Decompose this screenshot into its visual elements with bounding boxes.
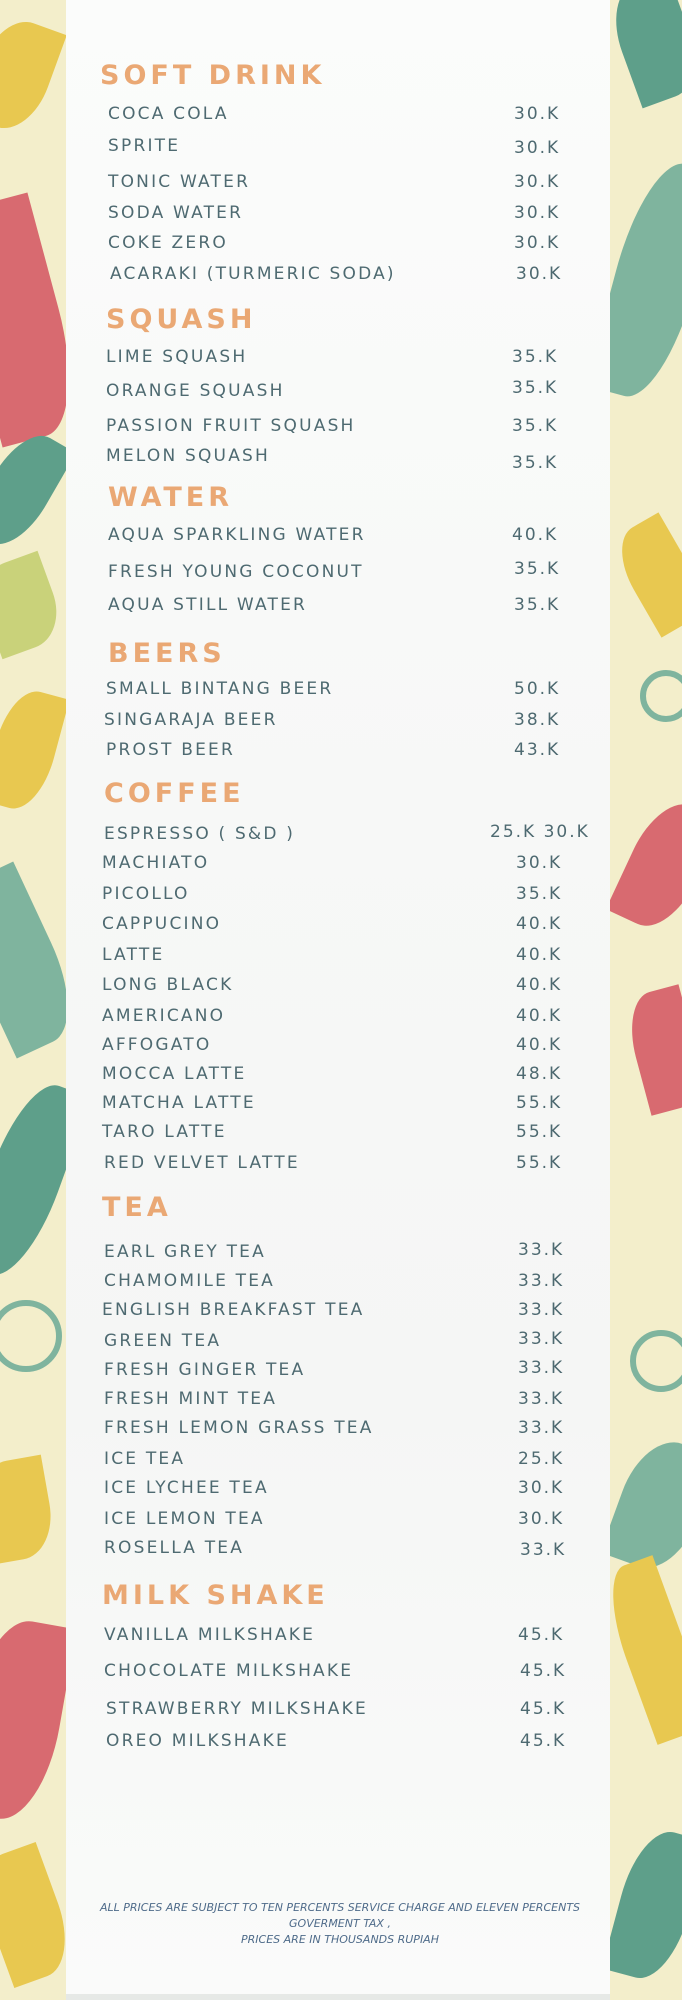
section-heading-soft-drink: SOFT DRINK [100,60,326,91]
menu-item-name: STRAWBERRY MILKSHAKE [106,1699,368,1719]
footer-line-2: PRICES ARE IN THOUSANDS RUPIAH [241,1933,439,1946]
menu-item-name: GREEN TEA [104,1331,222,1351]
menu-item-name: PROST BEER [106,740,235,760]
menu-item-name: PICOLLO [102,884,190,904]
menu-item-name: RED VELVET LATTE [104,1153,300,1173]
menu-item-name: AQUA STILL WATER [108,595,308,615]
menu-item-name: CAPPUCINO [102,914,222,934]
menu-item-price: 50.K [514,679,561,699]
menu-item-price: 30.K [514,138,561,158]
section-heading-water: WATER [108,482,234,513]
menu-item-price: 35.K [512,378,559,398]
menu-item-name: LONG BLACK [102,975,234,995]
menu-item-name: AMERICANO [102,1006,226,1026]
menu-item-name: MATCHA LATTE [102,1093,256,1113]
menu-item-price: 30.K [514,104,561,124]
floral-border-right [610,0,682,2000]
menu-item-name: FRESH GINGER TEA [104,1360,306,1380]
menu-item-price: 35.K [512,347,559,367]
menu-item-price: 30.K [516,853,563,873]
section-heading-tea: TEA [102,1192,172,1223]
menu-item-price: 45.K [520,1699,567,1719]
menu-item-price: 33.K [518,1240,565,1260]
menu-item-price: 30.K [518,1509,565,1529]
menu-item-price: 33.K [518,1300,565,1320]
floral-border-left [0,0,66,2000]
menu-item-name: AQUA SPARKLING WATER [108,525,366,545]
menu-item-name: FRESH YOUNG COCONUT [108,562,364,582]
menu-item-price: 55.K [516,1153,563,1173]
menu-item-price: 48.K [516,1064,563,1084]
menu-item-price: 40.K [516,975,563,995]
menu-item-name: MOCCA LATTE [102,1064,247,1084]
menu-item-name: EARL GREY TEA [104,1242,266,1262]
menu-item-name: ICE LEMON TEA [104,1509,265,1529]
menu-item-price: 45.K [520,1731,567,1751]
menu-item-price: 40.K [516,1035,563,1055]
menu-item-price: 40.K [516,945,563,965]
menu-item-name: SINGARAJA BEER [104,710,278,730]
menu-item-name: LIME SQUASH [106,347,248,367]
section-heading-beers: BEERS [108,638,226,669]
menu-item-name: COKE ZERO [108,233,228,253]
footer-line-1: ALL PRICES ARE SUBJECT TO TEN PERCENTS SERVICE CHARGE AND ELEVEN PERCENTS GOVERMENT TAX , [99,1901,581,1930]
menu-item-price: 30.K [514,172,561,192]
menu-item-name: CHAMOMILE TEA [104,1271,275,1291]
menu-item-price: 33.K [518,1389,565,1409]
menu-item-price: 33.K [518,1358,565,1378]
menu-item-price: 35.K [514,559,561,579]
menu-item-name: OREO MILKSHAKE [106,1731,289,1751]
menu-item-price: 35.K [514,595,561,615]
menu-item-price: 33.K [518,1271,565,1291]
menu-item-name: TARO LATTE [102,1122,227,1142]
menu-item-name: COCA COLA [108,104,229,124]
menu-item-price: 55.K [516,1122,563,1142]
menu-item-name: ACARAKI (TURMERIC SODA) [110,264,396,284]
menu-item-price: 35.K [512,453,559,473]
section-heading-coffee: COFFEE [104,778,245,809]
menu-item-name: MACHIATO [102,853,210,873]
menu-item-price: 38.K [514,710,561,730]
menu-item-price: 45.K [520,1661,567,1681]
menu-item-price: 25.K [518,1449,565,1469]
menu-item-price: 45.K [518,1625,565,1645]
menu-item-price: 33.K [520,1540,567,1560]
menu-item-price: 40.K [516,914,563,934]
menu-item-name: ROSELLA TEA [104,1538,245,1558]
menu-item-price: 30.K [516,264,563,284]
section-heading-milk-shake: MILK SHAKE [102,1580,329,1611]
menu-item-price: 55.K [516,1093,563,1113]
menu-item-price: 33.K [518,1329,565,1349]
menu-item-name: ICE TEA [104,1449,186,1469]
menu-item-name: ENGLISH BREAKFAST TEA [102,1300,365,1320]
menu-item-name: SPRITE [108,136,181,156]
section-heading-squash: SQUASH [106,304,257,335]
menu-item-price: 33.K [518,1418,565,1438]
menu-item-price: 35.K [516,884,563,904]
menu-item-price: 40.K [516,1006,563,1026]
menu-item-name: AFFOGATO [102,1035,212,1055]
menu-item-name: ICE LYCHEE TEA [104,1478,269,1498]
menu-item-price: 35.K [512,416,559,436]
menu-item-name: PASSION FRUIT SQUASH [106,416,356,436]
menu-item-price: 40.K [512,525,559,545]
menu-item-price: 30.K [518,1478,565,1498]
menu-item-price: 30.K [514,203,561,223]
menu-item-name: ESPRESSO ( S&D ) [104,824,296,844]
menu-item-name: SODA WATER [108,203,244,223]
menu-item-name: VANILLA MILKSHAKE [104,1625,316,1645]
menu-item-price: 30.K [514,233,561,253]
menu-item-name: SMALL BINTANG BEER [106,679,334,699]
menu-item-price: 25.K 30.K [490,822,590,842]
menu-item-name: ORANGE SQUASH [106,381,285,401]
menu-item-price: 43.K [514,740,561,760]
menu-item-name: FRESH LEMON GRASS TEA [104,1418,374,1438]
menu-item-name: TONIC WATER [108,172,251,192]
menu-item-name: LATTE [102,945,165,965]
footer-note [70,1900,610,1948]
menu-item-name: MELON SQUASH [106,446,270,466]
menu-item-name: CHOCOLATE MILKSHAKE [104,1661,354,1681]
menu-item-name: FRESH MINT TEA [104,1389,278,1409]
